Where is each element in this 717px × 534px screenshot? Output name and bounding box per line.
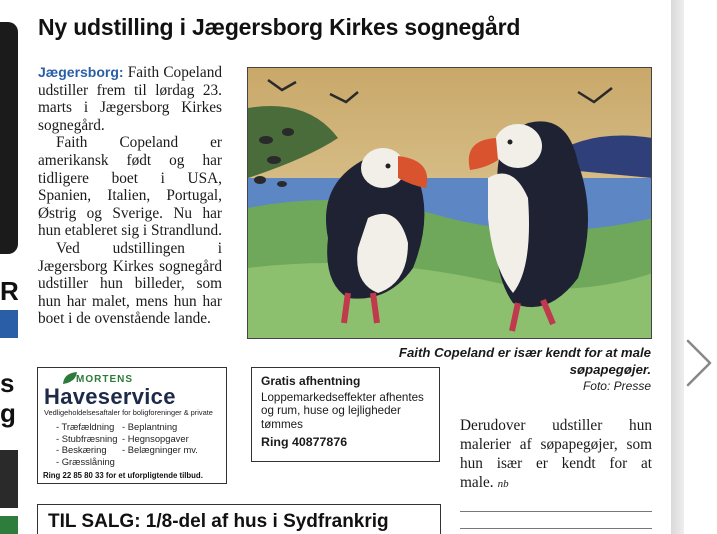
til-salg-ad — [37, 504, 441, 534]
article-body — [38, 64, 222, 328]
service-item: - Beplantning — [122, 421, 178, 432]
article-continuation: Derudover udstiller hun malerier af søpapegøjer, som hun især er kendt for at male. nb — [460, 417, 652, 491]
gratis-afhentning-ad — [251, 367, 440, 462]
page-gutter — [671, 0, 684, 534]
ad-services-list — [56, 421, 222, 467]
service-item: - Belægninger mv. — [122, 444, 198, 456]
service-item: - Stubfræsning — [56, 432, 118, 444]
photo-credit: Foto: Presse — [582, 379, 651, 393]
chevron-right-icon[interactable] — [684, 338, 714, 388]
adjacent-page-letter: R — [0, 276, 19, 306]
ad-brand-small: MORTENS — [76, 374, 133, 385]
ad-text: Loppemarkedseffekter afhentes og rum, huse og lejligheder tømmes — [261, 391, 424, 431]
article-headline: Ny udstilling i Jægersborg Kirkes sognegård — [38, 14, 521, 40]
service-item: - Hegnsopgaver — [122, 432, 189, 444]
service-item: - Græsslåning — [56, 455, 115, 467]
article-paragraph: Jægersborg: Faith Copeland udstiller frem til lørdag 23. marts i Jægersborg Kirkes sognegård. — [38, 64, 222, 134]
caption-text: Faith Copeland er især kendt for at male søpapegøjer. — [398, 345, 651, 377]
adjacent-page-edge — [0, 22, 18, 254]
haveservice-ad — [37, 367, 227, 484]
column-divider — [460, 528, 652, 529]
puffin-painting-photo — [247, 67, 652, 339]
article-paragraph: Ved udstillingen i Jægersborg Kirkes sognegård udstiller hun billeder, som hun har malet, mens hun har boet i de ovenstående lande. — [38, 239, 222, 328]
adjacent-page-blue-band — [0, 310, 18, 338]
service-item — [122, 456, 222, 468]
adjacent-page-letter: s — [0, 368, 15, 398]
service-item: - Beskæring — [56, 444, 107, 456]
ad-phone: Ring 22 85 80 33 for et uforpligtende tilbud. — [43, 471, 203, 480]
column-divider — [460, 511, 652, 512]
author-signature: nb — [497, 478, 509, 490]
ad-brand: Haveservice — [44, 384, 176, 409]
dateline: Jægersborg: — [38, 64, 124, 80]
ad-tagline: Vedligeholdelsesaftaler for boligforeninger & private — [44, 408, 213, 417]
article-paragraph: Faith Copeland er amerikansk født og har tidligere boet i USA, Spanien, Italien, Portugal, Østrig og Sverige. Nu har hun etableret sig i Strandlund. — [38, 134, 222, 240]
ad-phone: Ring 40877876 — [261, 435, 348, 450]
adjacent-page-letter: g — [0, 398, 16, 428]
ad-title: Gratis afhentning — [261, 374, 361, 388]
service-item: - Træfældning — [56, 421, 115, 432]
ad-title: TIL SALG: 1/8-del af hus i Sydfrankrig — [48, 511, 389, 532]
